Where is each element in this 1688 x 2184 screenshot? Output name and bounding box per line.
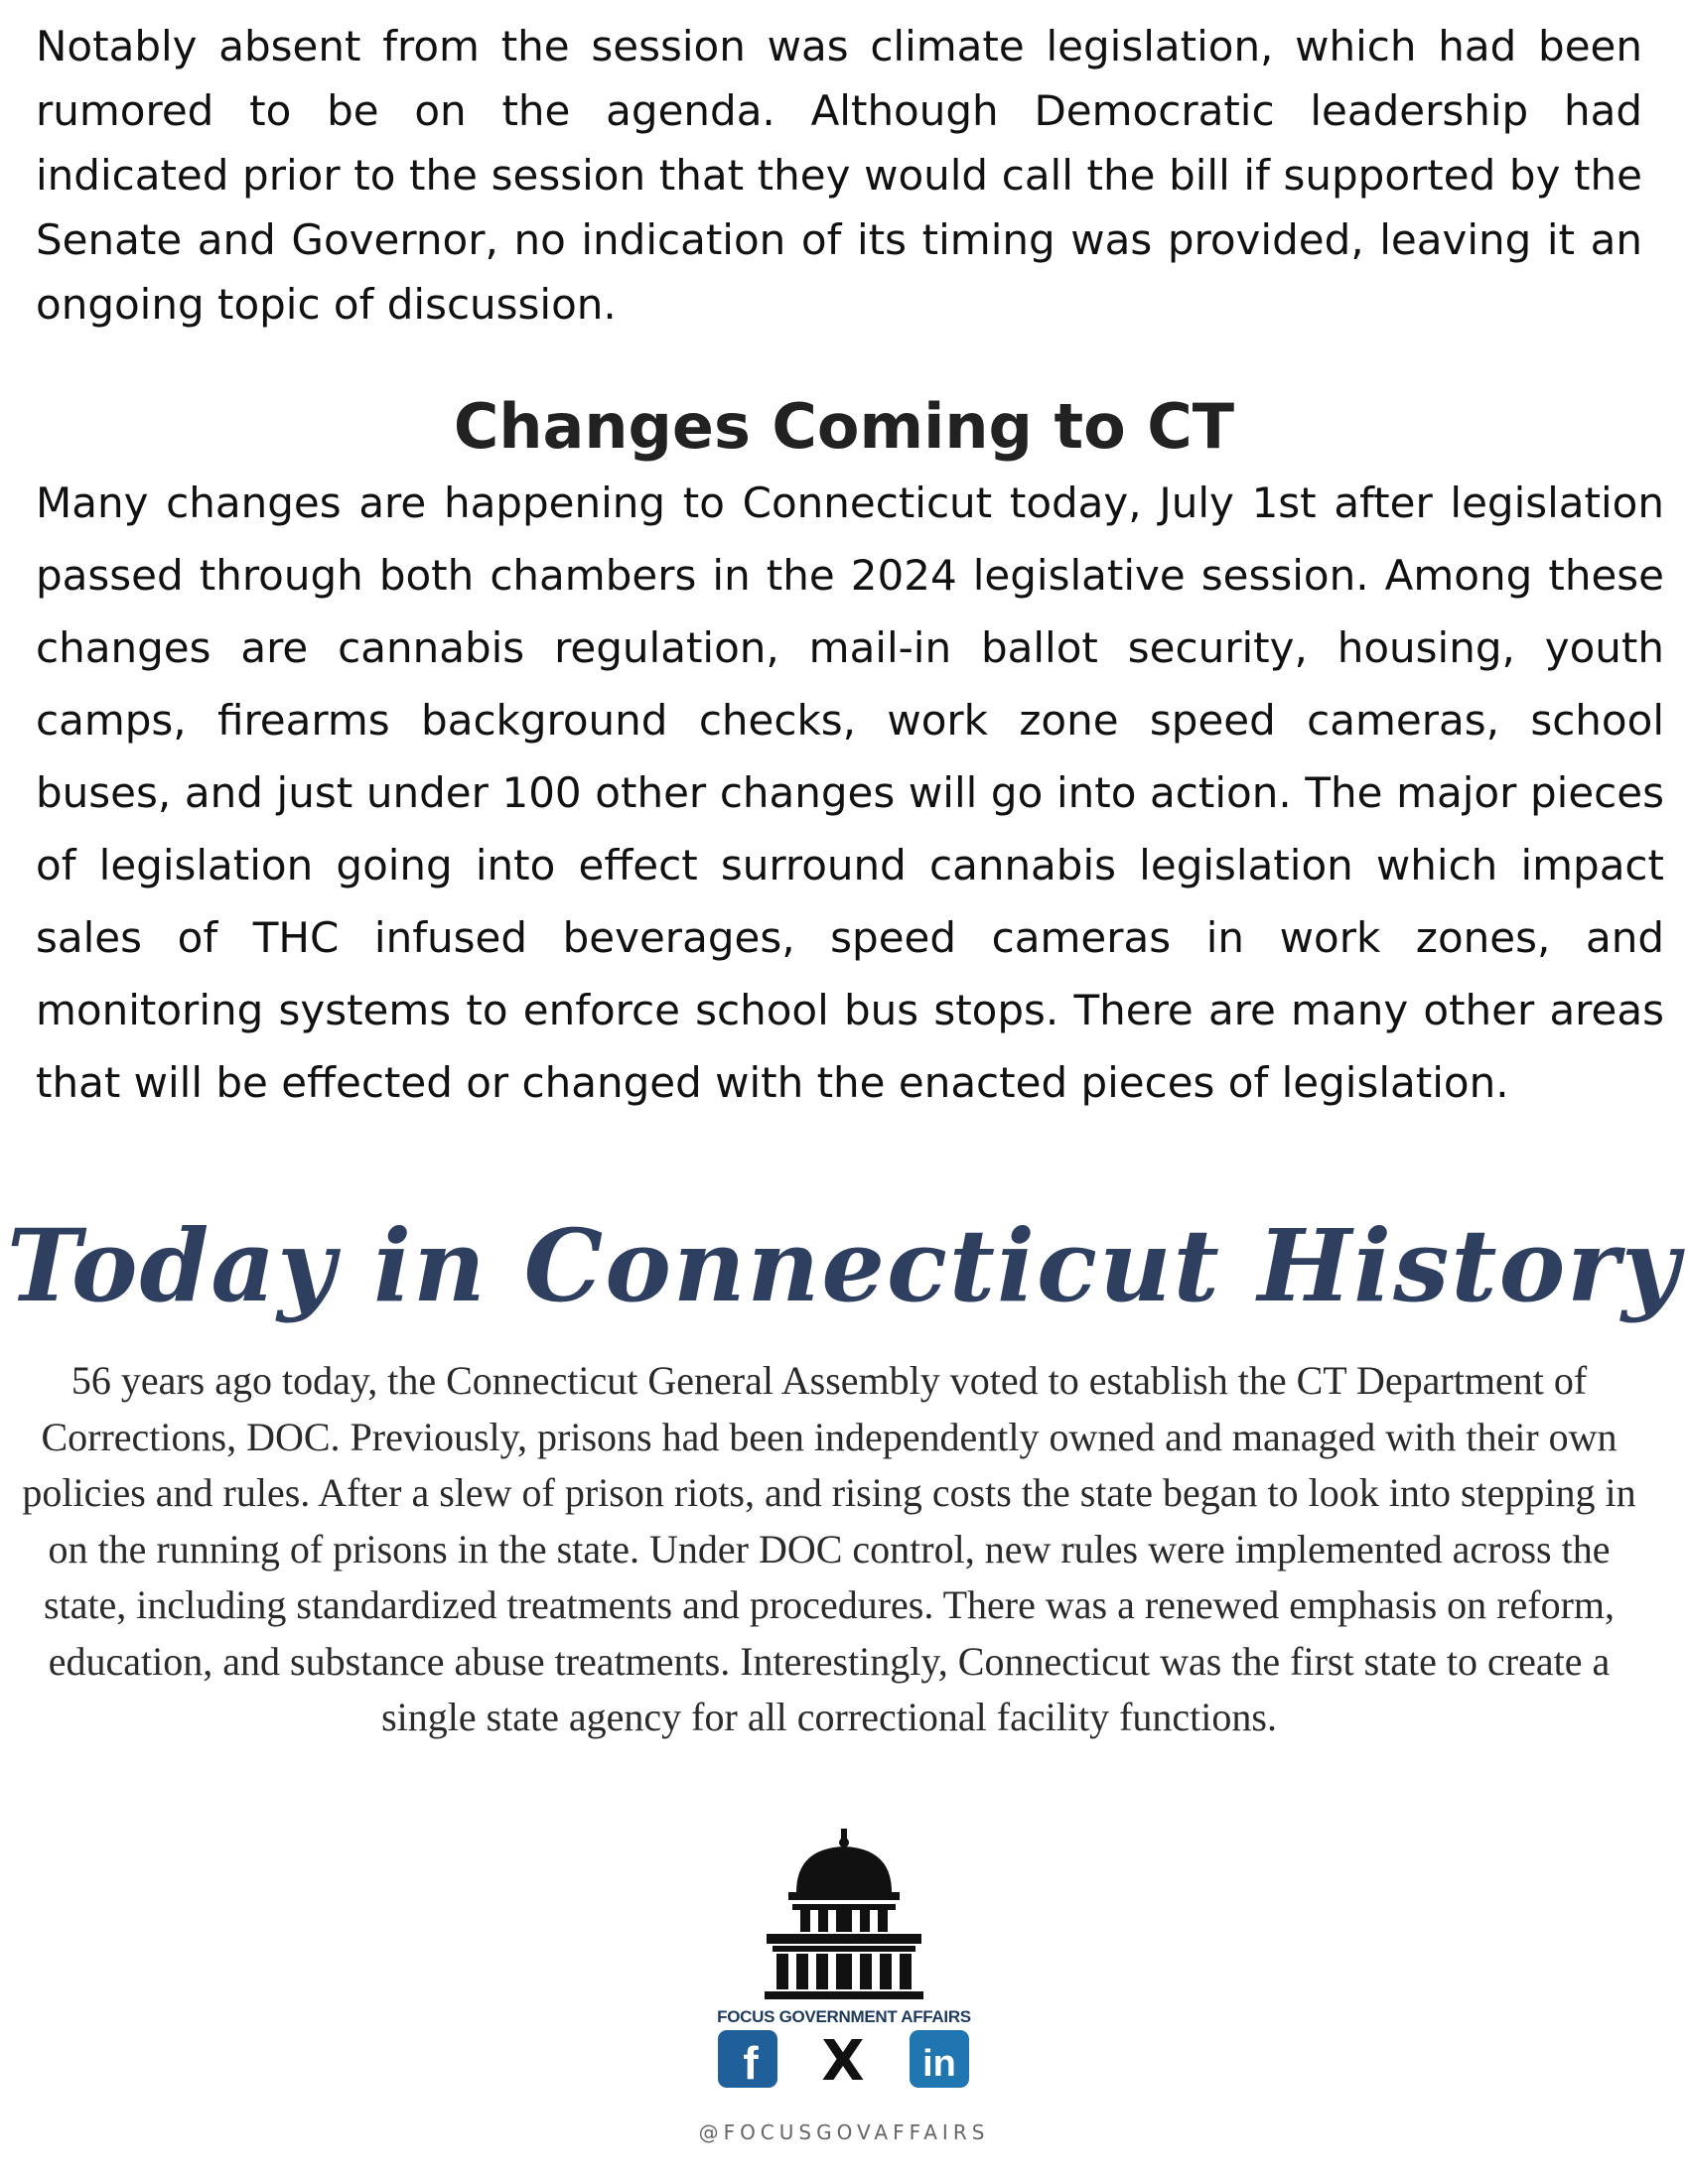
history-title: Today in Connecticut History (6, 1207, 1682, 1324)
changes-paragraph: Many changes are happening to Connecticut today, July 1st after legislation passed through both chambers in the 2024 legislative session. Among these changes are cannabis regulation, mail-in ballot security, housing, youth camps, firearms background checks, work zone speed cameras, school buses, and just under 100 other changes will go into action. The major pieces of legislation going into effect surround cannabis legislation which impact sales of THC infused beverages, speed cameras in work zones, and monitoring systems to enforce school bus stops. There are many other areas that will be effected or changed with the enacted pieces of legislation. (36, 478, 1664, 1107)
x-icon[interactable] (813, 2030, 873, 2088)
social-links (685, 2030, 1003, 2090)
capitol-building-icon (685, 1827, 1003, 2005)
facebook-icon[interactable] (718, 2030, 777, 2088)
svg-text:X: X (821, 2030, 865, 2088)
focus-logo (685, 1827, 1003, 2164)
brand-name: FOCUS GOVERNMENT AFFAIRS (717, 2007, 971, 2026)
intro-paragraph: Notably absent from the session was climate legislation, which had been rumored to be on the agenda. Although Democratic leadership had indicated prior to the session that they would call the bill if supported by the Senate and Governor, no indication of its timing was provided, leaving it an ongoing topic of discussion. (36, 22, 1642, 329)
section-heading-changes: Changes Coming to CT (453, 390, 1235, 463)
svg-text:in: in (922, 2043, 956, 2085)
svg-text:f: f (743, 2037, 759, 2088)
linkedin-icon[interactable] (910, 2030, 969, 2088)
history-paragraph: 56 years ago today, the Connecticut General Assembly voted to establish the CT Department of Corrections, DOC. Previously, prisons had been independently owned and managed with their own policies and rules. After a slew of prison riots, and rising costs the state began to look into stepping in on the running of prisons in the state. Under DOC control, new rules were implemented across the state, including standardized treatments and procedures. There was a renewed emphasis on reform, education, and substance abuse treatments. Interestingly, Connecticut was the first state to create a single state agency for all correctional facility functions. (22, 1358, 1636, 1739)
social-handle: @FOCUSGOVAFFAIRS (698, 2120, 990, 2144)
